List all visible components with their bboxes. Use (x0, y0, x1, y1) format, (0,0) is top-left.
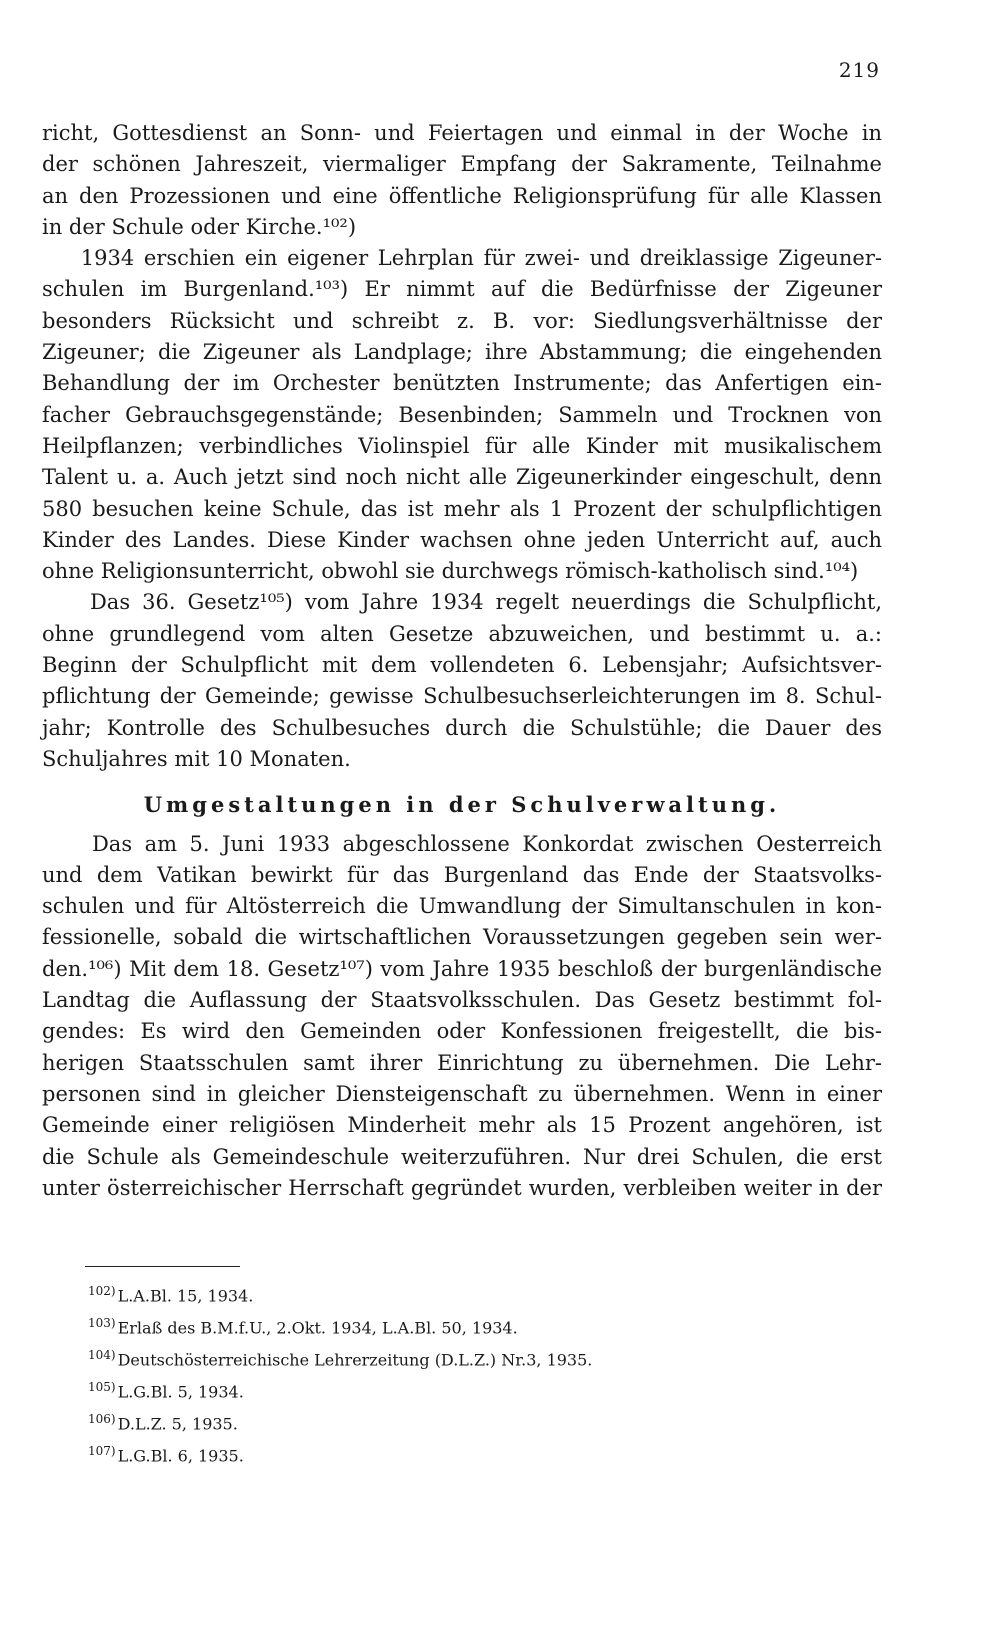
section-heading: Umgestaltungen in der Schulverwaltung. (143, 792, 781, 818)
page-number: 219 (838, 58, 880, 82)
footnote-text: D.L.Z. 5, 1935. (117, 1414, 238, 1434)
text-line: gendes: Es wird den Gemeinden oder Konfessionen freigestellt, die bis- (42, 1019, 882, 1044)
footnote-number: 104) (88, 1347, 116, 1362)
footnote (88, 1342, 828, 1374)
text-line: den.¹⁰⁶) Mit dem 18. Gesetz¹⁰⁷) vom Jahre 1935 beschloß der burgenländische (42, 956, 882, 981)
footnote-number: 102) (88, 1284, 116, 1298)
text-line: Das am 5. Juni 1933 abgeschlossene Konkordat zwischen Oesterreich (42, 831, 882, 856)
text-line: Kinder des Landes. Diese Kinder wachsen ohne jeden Unterricht auf, auch (42, 527, 882, 552)
text-line: ohne grundlegend vom alten Gesetze abzuweichen, und bestimmt u. a.: (42, 621, 882, 646)
footnote (88, 1438, 828, 1470)
footnote (88, 1374, 828, 1406)
footnotes (88, 1278, 828, 1470)
footnote-text: L.A.Bl. 15, 1934. (117, 1286, 254, 1306)
text-line: Behandlung der im Orchester benützten Instrumente; das Anfertigen ein- (42, 371, 882, 396)
footnote-divider (85, 1266, 240, 1267)
footnote-text: L.G.Bl. 5, 1934. (117, 1382, 244, 1402)
text-line: 1934 erschien ein eigener Lehrplan für zwei- und dreiklassige Zigeuner- (42, 246, 882, 271)
text-line: schulen und für Altösterreich die Umwandlung der Simultanschulen in kon- (42, 894, 882, 919)
text-line: in der Schule oder Kirche.¹⁰²) (42, 214, 357, 239)
text-line: facher Gebrauchsgegenstände; Besenbinden; Sammeln und Trocknen von (42, 402, 882, 427)
text-line: Talent u. a. Auch jetzt sind noch nicht alle Zigeunerkinder eingeschult, denn (42, 465, 882, 490)
text-line: 580 besuchen keine Schule, das ist mehr als 1 Prozent der schulpflichtigen (42, 496, 882, 521)
footnote (88, 1278, 828, 1310)
footnote-number: 105) (88, 1379, 116, 1394)
text-line: ohne Religionsunterricht, obwohl sie durchwegs römisch-katholisch sind.¹⁰⁴) (42, 559, 859, 584)
text-line: die Schule als Gemeindeschule weiterzuführen. Nur drei Schulen, die erst (42, 1144, 882, 1169)
text-line: richt, Gottesdienst an Sonn- und Feiertagen und einmal in der Woche in (42, 121, 882, 145)
text-line: personen sind in gleicher Diensteigenschaft zu übernehmen. Wenn in einer (42, 1081, 882, 1106)
text-line: jahr; Kontrolle des Schulbesuches durch die Schulstühle; die Dauer des (42, 715, 882, 740)
text-line: herigen Staatsschulen samt ihrer Einrichtung zu übernehmen. Die Lehr- (42, 1050, 882, 1075)
text-line: Schuljahres mit 10 Monaten. (42, 746, 351, 771)
text-line: und dem Vatikan bewirkt für das Burgenland das Ende der Staatsvolks- (42, 862, 882, 887)
text-line: fessionelle, sobald die wirtschaftlichen Voraussetzungen gegeben sein wer- (42, 925, 882, 950)
footnote-number: 103) (88, 1315, 116, 1330)
text-line: der schönen Jahreszeit, viermaliger Empfang der Sakramente, Teilnahme (42, 152, 882, 177)
footnote-text: Deutschösterreichische Lehrerzeitung (D.L.Z.) Nr.3, 1935. (117, 1350, 593, 1370)
text-line: Landtag die Auflassung der Staatsvolksschulen. Das Gesetz bestimmt fol- (42, 988, 882, 1013)
text-line: pflichtung der Gemeinde; gewisse Schulbesuchserleichterungen im 8. Schul- (42, 684, 882, 709)
text-line: Heilpflanzen; verbindliches Violinspiel für alle Kinder mit musikalischem (42, 433, 882, 458)
text-line: Gemeinde einer religiösen Minderheit mehr als 15 Prozent angehören, ist (42, 1113, 882, 1138)
text-line: Zigeuner; die Zigeuner als Landplage; ihre Abstammung; die eingehenden (42, 340, 882, 365)
text-line: unter österreichischer Herrschaft gegründet wurden, verbleiben weiter in der (42, 1175, 882, 1200)
footnote-text: L.G.Bl. 6, 1935. (117, 1445, 244, 1465)
body-text (42, 118, 882, 1204)
text-line: schulen im Burgenland.¹⁰³) Er nimmt auf die Bedürfnisse der Zigeuner (42, 277, 882, 302)
text-line: besonders Rücksicht und schreibt z. B. vor: Siedlungsverhältnisse der (42, 308, 882, 333)
footnote-number: 107) (88, 1443, 116, 1458)
text-line: an den Prozessionen und eine öffentliche Religionsprüfung für alle Klassen (42, 183, 882, 208)
text-line: Beginn der Schulpflicht mit dem vollendeten 6. Lebensjahr; Aufsichtsver- (42, 653, 882, 678)
footnote (88, 1406, 828, 1438)
footnote-text: Erlaß des B.M.f.U., 2.Okt. 1934, L.A.Bl. 50, 1934. (117, 1318, 518, 1338)
footnote (88, 1310, 828, 1342)
footnote-number: 106) (88, 1411, 116, 1426)
text-line: Das 36. Gesetz¹⁰⁵) vom Jahre 1934 regelt neuerdings die Schulpflicht, (42, 590, 882, 615)
